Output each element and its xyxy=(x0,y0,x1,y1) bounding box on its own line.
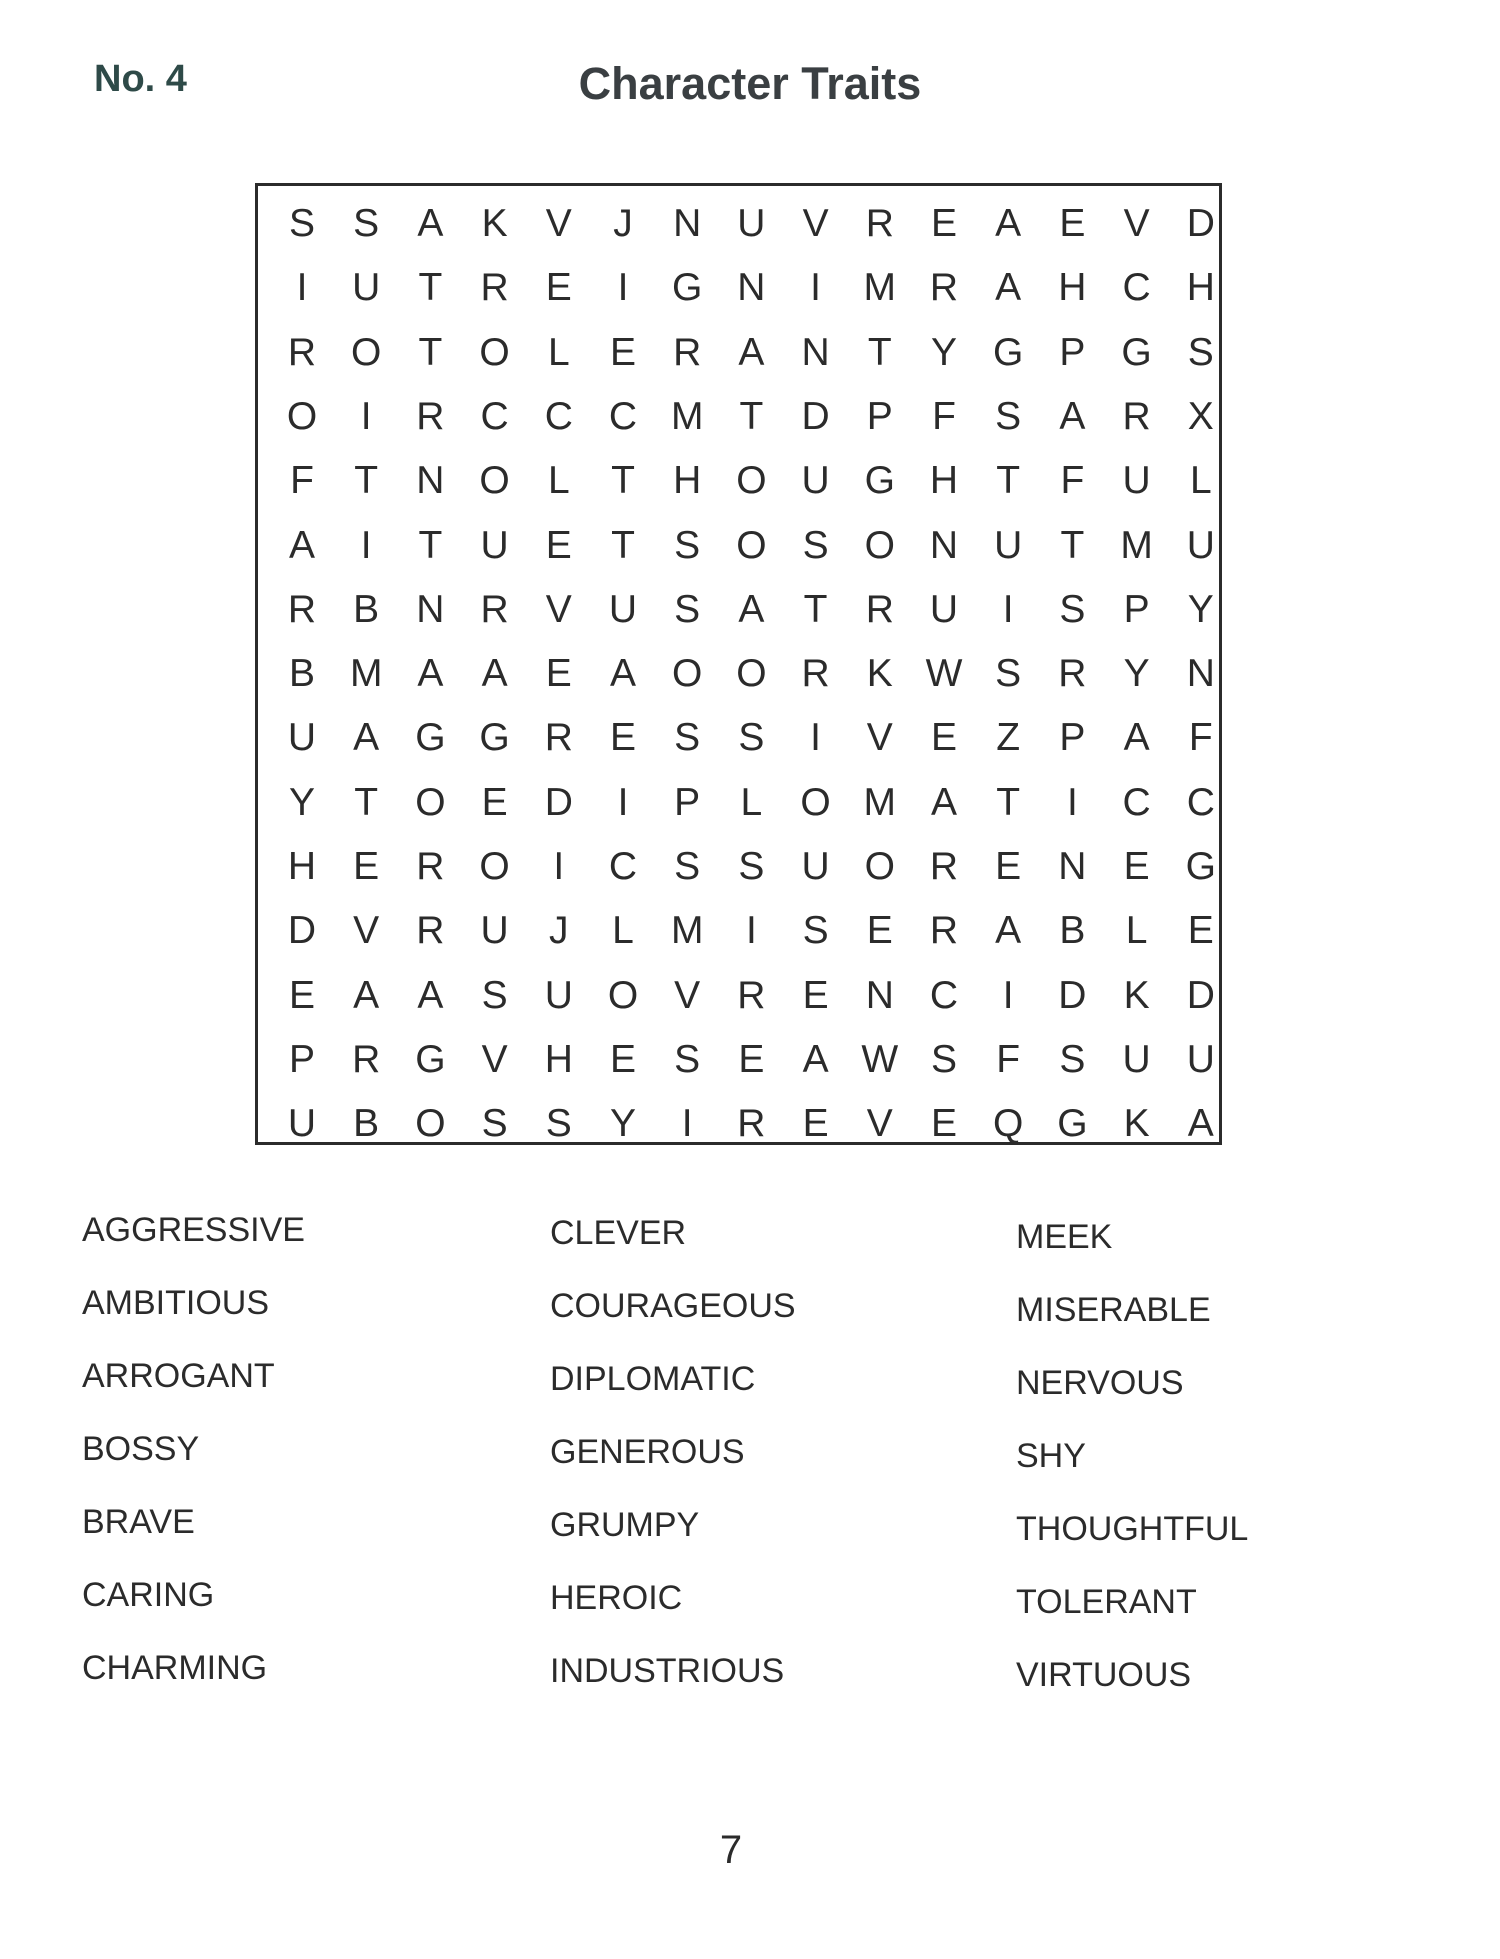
grid-letter: E xyxy=(545,266,572,310)
grid-letter: R xyxy=(480,266,509,310)
grid-letter: I xyxy=(1002,587,1014,631)
grid-letter: E xyxy=(609,330,636,374)
word-item: THOUGHTFUL xyxy=(1016,1510,1249,1548)
grid-letter: I xyxy=(360,394,372,438)
grid-letter: C xyxy=(608,394,638,438)
grid-letter: H xyxy=(1186,266,1215,310)
grid-letter: S xyxy=(674,587,701,631)
grid-letter: B xyxy=(353,587,380,631)
grid-letter: L xyxy=(1125,909,1148,953)
grid-letter: N xyxy=(673,202,702,245)
grid-letter: R xyxy=(1058,652,1087,696)
grid-letter: R xyxy=(929,909,959,953)
grid-letter: D xyxy=(287,909,317,953)
grid-letter: A xyxy=(1123,716,1150,760)
grid-letter: I xyxy=(681,1102,693,1146)
grid-letter: B xyxy=(288,652,315,696)
grid-letter: T xyxy=(418,523,443,567)
grid-letter: Z xyxy=(996,716,1021,760)
grid-letter: F xyxy=(1060,459,1085,503)
grid-letter: L xyxy=(612,909,634,953)
grid-letter: U xyxy=(608,587,638,631)
grid-letter: G xyxy=(415,716,446,760)
grid-letter: P xyxy=(674,780,701,824)
grid-letter: T xyxy=(867,330,892,374)
grid-row xyxy=(270,1092,1215,1156)
grid-letter: W xyxy=(925,652,963,696)
grid-letter: U xyxy=(480,523,509,567)
grid-letter: J xyxy=(549,909,569,953)
grid-letter: P xyxy=(1059,716,1086,760)
grid-letter: H xyxy=(287,845,317,888)
grid-row xyxy=(270,964,1215,1028)
grid-letter: R xyxy=(480,587,509,631)
grid-letter: S xyxy=(802,909,829,953)
grid-row xyxy=(270,578,1215,642)
grid-letter: S xyxy=(674,716,701,760)
grid-letter: S xyxy=(738,716,765,760)
grid-letter: R xyxy=(737,973,766,1017)
grid-letter: O xyxy=(800,780,831,824)
grid-letter: E xyxy=(930,202,957,245)
grid-row xyxy=(270,514,1215,578)
word-column-2 xyxy=(550,1208,930,1719)
grid-letter: M xyxy=(863,266,897,310)
word-item: NERVOUS xyxy=(1016,1364,1184,1402)
grid-letter: A xyxy=(353,973,380,1017)
grid-letter: I xyxy=(745,909,757,953)
grid-letter: A xyxy=(738,330,765,374)
grid-row xyxy=(270,771,1215,835)
word-item: DIPLOMATIC xyxy=(550,1360,756,1398)
grid-letter: A xyxy=(288,523,315,567)
grid-letter: N xyxy=(416,459,445,503)
grid-letter: K xyxy=(481,202,508,245)
grid-letter: R xyxy=(416,394,445,438)
grid-letter: E xyxy=(1059,202,1086,245)
grid-letter: M xyxy=(1120,523,1153,567)
grid-letter: U xyxy=(929,587,959,631)
grid-letter: S xyxy=(674,845,701,888)
grid-letter: V xyxy=(545,587,572,631)
grid-letter: U xyxy=(1122,1037,1151,1081)
grid-letter: M xyxy=(863,780,897,824)
grid-letter: T xyxy=(996,780,1021,824)
grid-row xyxy=(270,449,1215,513)
grid-letter: R xyxy=(287,587,317,631)
grid-letter: T xyxy=(1060,523,1085,567)
grid-letter: R xyxy=(865,202,894,245)
grid-letter: Y xyxy=(288,780,315,824)
grid-letter: D xyxy=(1186,973,1215,1017)
grid-letter: G xyxy=(864,459,895,503)
grid-letter: C xyxy=(608,845,638,888)
grid-letter: O xyxy=(864,845,895,888)
word-item: CHARMING xyxy=(82,1649,268,1687)
word-item: BRAVE xyxy=(82,1503,195,1541)
grid-letter: Y xyxy=(609,1102,636,1146)
grid-row xyxy=(270,1028,1215,1092)
grid-letter: S xyxy=(674,523,701,567)
grid-letter: U xyxy=(1186,1037,1215,1081)
grid-letter: T xyxy=(611,523,635,567)
grid-letter: O xyxy=(415,1102,446,1146)
grid-letter: R xyxy=(801,652,830,696)
grid-letter: L xyxy=(547,330,570,374)
grid-letter: N xyxy=(1186,652,1215,696)
grid-letter: U xyxy=(994,523,1023,567)
grid-letter: X xyxy=(1187,394,1214,438)
grid-letter: N xyxy=(929,523,959,567)
grid-letter: R xyxy=(416,909,445,953)
grid-letter: A xyxy=(995,909,1022,953)
grid-letter: V xyxy=(866,1102,893,1146)
grid-letter: F xyxy=(290,459,314,503)
grid-letter: S xyxy=(545,1102,572,1146)
grid-letter: Q xyxy=(993,1102,1024,1146)
grid-letter: G xyxy=(1121,330,1152,374)
grid-letter: P xyxy=(1123,587,1150,631)
grid-letter: N xyxy=(737,266,766,310)
grid-letter: I xyxy=(617,780,629,824)
grid-letter: G xyxy=(672,266,703,310)
grid-letter: L xyxy=(740,780,763,824)
grid-letter: E xyxy=(738,1037,765,1081)
grid-letter: T xyxy=(418,266,443,310)
grid-row xyxy=(270,321,1215,385)
grid-letter: O xyxy=(415,780,446,824)
grid-letter: E xyxy=(545,523,572,567)
grid-letter: C xyxy=(1186,780,1215,824)
word-item: HEROIC xyxy=(550,1579,683,1617)
grid-letter: S xyxy=(288,202,315,245)
grid-letter: N xyxy=(865,973,894,1017)
grid-letter: O xyxy=(479,845,510,888)
grid-letters xyxy=(270,192,1215,1167)
grid-letter: G xyxy=(1057,1102,1088,1146)
grid-letter: S xyxy=(995,652,1022,696)
grid-letter: R xyxy=(929,845,959,888)
word-column-1 xyxy=(82,1205,462,1716)
grid-letter: D xyxy=(801,394,830,438)
grid-letter: D xyxy=(1058,973,1087,1017)
grid-letter: O xyxy=(736,523,767,567)
grid-letter: H xyxy=(929,459,959,503)
grid-letter: C xyxy=(929,973,959,1017)
grid-letter: H xyxy=(673,459,702,503)
word-item: MEEK xyxy=(1016,1218,1113,1256)
grid-letter: A xyxy=(481,652,508,696)
grid-letter: S xyxy=(802,523,829,567)
grid-row xyxy=(270,385,1215,449)
grid-letter: P xyxy=(1059,330,1086,374)
grid-letter: S xyxy=(481,1102,508,1146)
grid-letter: V xyxy=(802,202,829,245)
grid-row xyxy=(270,899,1215,963)
grid-letter: E xyxy=(866,909,893,953)
grid-letter: P xyxy=(288,1037,315,1081)
grid-letter: A xyxy=(930,780,957,824)
grid-letter: O xyxy=(607,973,639,1017)
grid-letter: E xyxy=(1187,909,1214,953)
page-number: 7 xyxy=(719,1828,743,1872)
grid-letter: N xyxy=(416,587,445,631)
grid-letter: U xyxy=(801,845,830,888)
grid-letter: R xyxy=(1122,394,1151,438)
word-item: CARING xyxy=(82,1576,215,1614)
grid-letter: O xyxy=(864,523,895,567)
grid-letter: I xyxy=(296,266,308,310)
word-item: INDUSTRIOUS xyxy=(550,1652,785,1690)
grid-letter: S xyxy=(353,202,380,245)
grid-letter: F xyxy=(1188,716,1213,760)
grid-letter: V xyxy=(545,202,572,245)
grid-letter: V xyxy=(481,1037,508,1081)
grid-letter: A xyxy=(417,652,444,696)
grid-letter: U xyxy=(801,459,830,503)
grid-letter: E xyxy=(995,845,1022,888)
grid-letter: V xyxy=(674,973,701,1017)
grid-row xyxy=(270,192,1215,256)
grid-letter: S xyxy=(995,394,1022,438)
page-title: Character Traits xyxy=(578,58,922,109)
grid-letter: R xyxy=(865,587,894,631)
grid-letter: S xyxy=(738,845,765,888)
grid-letter: H xyxy=(1058,266,1087,310)
word-column-3 xyxy=(1016,1212,1396,1723)
grid-letter: I xyxy=(617,266,629,310)
grid-letter: A xyxy=(1059,394,1086,438)
grid-letter: E xyxy=(545,652,572,696)
word-search-grid xyxy=(255,183,1222,1145)
grid-letter: I xyxy=(810,266,822,310)
grid-letter: L xyxy=(547,459,570,503)
puzzle-number: No. 4 xyxy=(94,58,187,100)
word-item: SHY xyxy=(1016,1437,1086,1475)
word-item: COURAGEOUS xyxy=(550,1287,796,1325)
grid-letter: W xyxy=(861,1037,899,1081)
grid-letter: L xyxy=(1189,459,1212,503)
grid-letter: B xyxy=(1059,909,1086,953)
grid-letter: S xyxy=(1059,1037,1086,1081)
grid-letter: I xyxy=(360,523,372,567)
grid-letter: S xyxy=(1187,330,1214,374)
grid-letter: M xyxy=(349,652,383,696)
grid-letter: C xyxy=(1122,266,1151,310)
grid-letter: E xyxy=(930,716,957,760)
grid-letter: R xyxy=(929,266,959,310)
grid-letter: T xyxy=(611,459,635,503)
grid-letter: Y xyxy=(930,330,957,374)
word-list xyxy=(0,1205,1500,1725)
grid-letter: U xyxy=(737,202,766,245)
grid-letter: O xyxy=(736,652,767,696)
grid-letter: U xyxy=(1122,459,1151,503)
grid-letter: T xyxy=(996,459,1021,503)
grid-letter: C xyxy=(480,394,509,438)
word-item: BOSSY xyxy=(82,1430,200,1468)
grid-letter: Y xyxy=(1123,652,1150,696)
grid-letter: I xyxy=(810,716,822,760)
grid-letter: N xyxy=(801,330,830,374)
grid-letter: U xyxy=(544,973,573,1017)
grid-letter: U xyxy=(287,1102,317,1146)
grid-letter: A xyxy=(417,202,444,245)
grid-row xyxy=(270,706,1215,770)
grid-letter: U xyxy=(480,909,509,953)
grid-letter: E xyxy=(288,973,315,1017)
word-item: GRUMPY xyxy=(550,1506,700,1544)
grid-letter: O xyxy=(351,330,382,374)
grid-letter: J xyxy=(613,202,633,245)
grid-letter: E xyxy=(802,1102,829,1146)
grid-row xyxy=(270,256,1215,320)
grid-letter: S xyxy=(674,1037,701,1081)
grid-letter: S xyxy=(481,973,508,1017)
grid-letter: E xyxy=(609,1037,636,1081)
grid-letter: T xyxy=(354,780,379,824)
grid-letter: O xyxy=(672,652,703,696)
grid-letter: D xyxy=(1186,202,1215,245)
grid-letter: E xyxy=(609,716,636,760)
grid-letter: G xyxy=(479,716,510,760)
grid-letter: R xyxy=(352,1037,381,1081)
grid-letter: S xyxy=(1059,587,1086,631)
grid-letter: T xyxy=(354,459,379,503)
grid-letter: I xyxy=(1066,780,1078,824)
word-item: GENEROUS xyxy=(550,1433,745,1471)
word-item: MISERABLE xyxy=(1016,1291,1211,1329)
grid-letter: R xyxy=(287,330,317,374)
grid-row xyxy=(270,835,1215,899)
grid-letter: O xyxy=(736,459,767,503)
grid-letter: A xyxy=(995,202,1022,245)
grid-letter: C xyxy=(544,394,573,438)
grid-letter: D xyxy=(544,780,573,824)
grid-letter: A xyxy=(802,1037,829,1081)
grid-letter: U xyxy=(352,266,381,310)
grid-letter: A xyxy=(1187,1102,1214,1146)
grid-letter: E xyxy=(353,845,380,888)
grid-letter: N xyxy=(1058,845,1087,888)
grid-letter: F xyxy=(932,394,956,438)
grid-letter: K xyxy=(1123,973,1150,1017)
grid-letter: U xyxy=(287,716,317,760)
grid-letter: V xyxy=(866,716,893,760)
grid-letter: M xyxy=(670,909,704,953)
grid-letter: E xyxy=(1123,845,1150,888)
word-item: AGGRESSIVE xyxy=(82,1211,305,1249)
grid-letter: T xyxy=(418,330,443,374)
grid-letter: O xyxy=(479,330,510,374)
grid-letter: O xyxy=(286,394,318,438)
grid-letter: R xyxy=(737,1102,766,1146)
grid-letter: G xyxy=(993,330,1024,374)
word-item: VIRTUOUS xyxy=(1016,1656,1192,1694)
grid-letter: K xyxy=(866,652,893,696)
grid-letter: T xyxy=(803,587,828,631)
word-item: TOLERANT xyxy=(1016,1583,1197,1621)
grid-letter: V xyxy=(1123,202,1150,245)
word-item: AMBITIOUS xyxy=(82,1284,270,1322)
grid-row xyxy=(270,642,1215,706)
grid-letter: T xyxy=(739,394,764,438)
grid-letter: I xyxy=(553,845,565,888)
grid-letter: I xyxy=(1002,973,1014,1017)
grid-letter: A xyxy=(609,652,636,696)
grid-letter: C xyxy=(1122,780,1151,824)
grid-letter: G xyxy=(1185,845,1216,888)
grid-letter: Y xyxy=(1187,587,1214,631)
grid-letter: O xyxy=(479,459,510,503)
grid-letter: E xyxy=(481,780,508,824)
grid-letter: H xyxy=(544,1037,573,1081)
grid-letter: A xyxy=(417,973,444,1017)
word-item: ARROGANT xyxy=(82,1357,275,1395)
grid-letter: K xyxy=(1123,1102,1150,1146)
grid-letter: G xyxy=(415,1037,446,1081)
grid-letter: E xyxy=(930,1102,957,1146)
grid-letter: P xyxy=(866,394,893,438)
grid-letter: B xyxy=(353,1102,380,1146)
grid-letter: E xyxy=(802,973,829,1017)
grid-letter: V xyxy=(353,909,380,953)
grid-letter: A xyxy=(738,587,765,631)
grid-letter: U xyxy=(1186,523,1215,567)
grid-letter: S xyxy=(930,1037,957,1081)
grid-letter: F xyxy=(996,1037,1021,1081)
grid-letter: A xyxy=(995,266,1022,310)
word-item: CLEVER xyxy=(550,1214,687,1252)
grid-letter: M xyxy=(670,394,704,438)
grid-letter: A xyxy=(353,716,380,760)
grid-letter: R xyxy=(416,845,445,888)
grid-letter: R xyxy=(673,330,702,374)
grid-letter: R xyxy=(544,716,573,760)
